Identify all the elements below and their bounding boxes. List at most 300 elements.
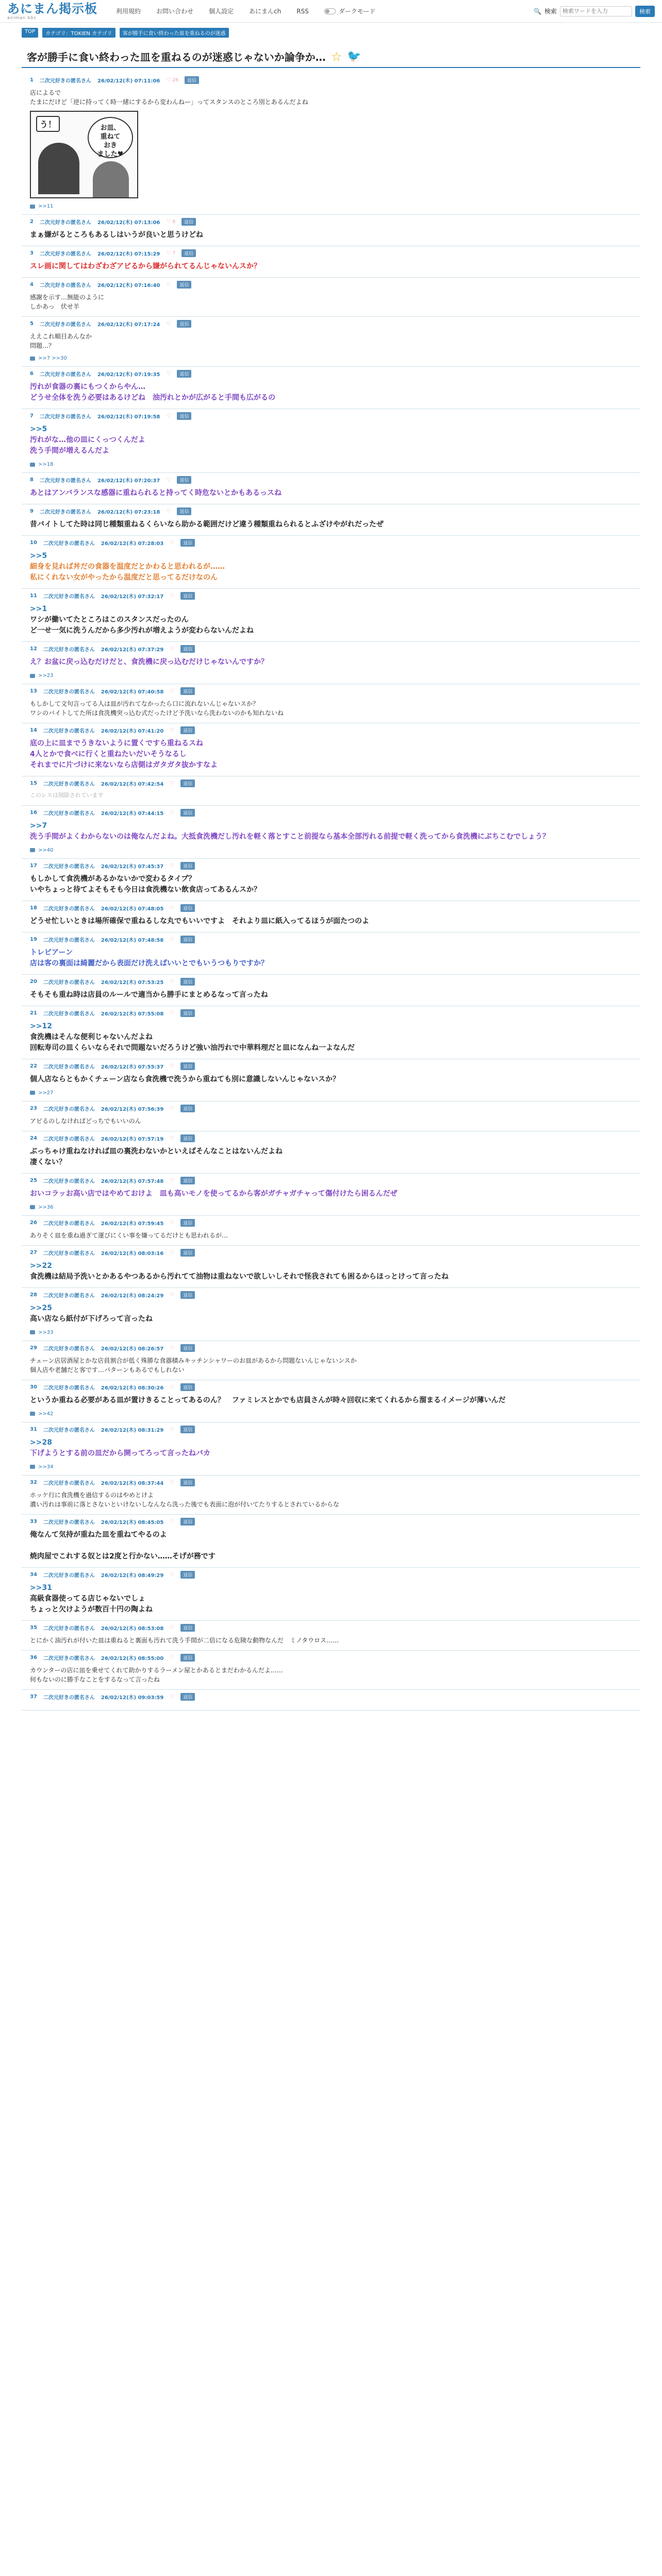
- heart-icon: ♡: [170, 593, 175, 599]
- post-author: 二次元好きの匿名さん: [43, 1106, 95, 1112]
- post-text: 汚れがな…他の皿にくっつくんだよ 洗う手間が増えるんだよ: [30, 436, 145, 455]
- heart-icon: ♡: [170, 1010, 175, 1016]
- post-number[interactable]: 8: [30, 477, 34, 483]
- post-date: 26/02/12(木) 07:53:25: [101, 979, 164, 986]
- post-number[interactable]: 27: [30, 1249, 37, 1256]
- post-number[interactable]: 2: [30, 219, 34, 225]
- post-number[interactable]: 24: [30, 1135, 37, 1141]
- post-text: ホッケ行に食洗機を過信するのはやめとけよ 濃い汚れは事前に落とさないといけないしなんなら洗った後でも表面に泡が付いてたりするとされているからな: [30, 1491, 340, 1508]
- post-body: [30, 1189, 632, 1199]
- post-date: 26/02/12(木) 07:45:37: [101, 863, 164, 870]
- like-button[interactable]: [170, 1250, 174, 1256]
- reply-arrow-icon: [30, 357, 35, 361]
- post-header: [30, 809, 632, 817]
- reply-button[interactable]: 返信: [180, 1571, 195, 1579]
- like-button[interactable]: [170, 646, 174, 652]
- reply-button[interactable]: 返信: [180, 1479, 195, 1486]
- like-button[interactable]: [166, 282, 171, 287]
- post-date: 26/02/12(木) 07:17:24: [97, 322, 160, 328]
- post-date: 26/02/12(木) 07:48:05: [101, 906, 164, 912]
- like-button[interactable]: [170, 1572, 174, 1578]
- post-author: 二次元好きの匿名さん: [39, 78, 91, 84]
- search-area: [534, 6, 655, 17]
- top-bar: [0, 0, 662, 23]
- post-date: 26/02/12(木) 07:13:06: [97, 220, 160, 226]
- post-number[interactable]: 29: [30, 1345, 37, 1351]
- search-input[interactable]: [560, 6, 632, 16]
- post-number[interactable]: 14: [30, 727, 37, 733]
- reply-button[interactable]: 返信: [180, 592, 195, 600]
- character-figure: [38, 143, 79, 194]
- heart-icon: ♡: [170, 688, 175, 694]
- post-author: 二次元好きの匿名さん: [39, 220, 91, 226]
- reply-anchor[interactable]: >>25: [30, 1303, 52, 1312]
- post-text: ええこれ順目あんなか 問題…？: [30, 333, 92, 349]
- post-author: 二次元好きの匿名さん: [43, 1178, 95, 1184]
- reply-button[interactable]: 返信: [177, 507, 191, 515]
- reply-links[interactable]: >>7 >>30: [38, 355, 67, 361]
- post-number[interactable]: 36: [30, 1654, 37, 1660]
- reply-anchor[interactable]: >>22: [30, 1261, 52, 1270]
- post-replies[interactable]: [30, 1411, 632, 1417]
- post-date: 26/02/12(木) 08:53:08: [101, 1625, 164, 1632]
- reply-button[interactable]: 返信: [180, 1134, 195, 1142]
- reply-anchor[interactable]: >>31: [30, 1583, 52, 1592]
- post-replies[interactable]: [30, 1464, 632, 1470]
- post-text: ぶっちゃけ重ねなければ皿の裏洗わないかといえばそんなことはないんだよね 凄くない？: [30, 1147, 283, 1166]
- heart-icon: ♡: [170, 809, 175, 816]
- post-header: [30, 726, 632, 734]
- like-button[interactable]: [170, 905, 174, 911]
- reply-links[interactable]: >>40: [38, 847, 54, 853]
- dark-mode-toggle[interactable]: [324, 7, 376, 15]
- post-date: 26/02/12(木) 07:15:29: [97, 251, 160, 257]
- like-button[interactable]: [166, 371, 171, 377]
- heart-icon: ♡: [170, 781, 175, 786]
- post-date: 26/02/12(木) 07:48:58: [101, 937, 164, 943]
- post-number[interactable]: 17: [30, 862, 37, 869]
- heart-icon: ♡: [170, 978, 175, 985]
- reply-links[interactable]: >>36: [38, 1204, 54, 1210]
- post-header: [30, 1624, 632, 1632]
- reply-links[interactable]: >>11: [38, 204, 54, 209]
- post-text: 高級食器使ってる店じゃないでしょ ちょっと欠けようが数百十円の陶よね: [30, 1594, 153, 1614]
- like-button[interactable]: [170, 1136, 174, 1141]
- reply-button[interactable]: 返信: [180, 1344, 195, 1352]
- reply-button[interactable]: 返信: [180, 645, 195, 653]
- like-button[interactable]: [170, 810, 174, 816]
- post-number[interactable]: 34: [30, 1571, 37, 1578]
- post-header: [30, 281, 632, 289]
- reply-anchor[interactable]: >>28: [30, 1438, 52, 1447]
- post-body: [30, 293, 632, 311]
- reply-button[interactable]: 返信: [180, 1426, 195, 1433]
- like-button[interactable]: [170, 1178, 174, 1183]
- like-button[interactable]: [170, 1694, 174, 1700]
- reply-links[interactable]: >>33: [38, 1329, 54, 1335]
- reply-button[interactable]: 返信: [180, 687, 195, 695]
- post-number[interactable]: 12: [30, 646, 37, 652]
- like-count: 7: [172, 251, 176, 256]
- post: [22, 1568, 640, 1621]
- reply-button[interactable]: 返信: [180, 1105, 195, 1112]
- reply-button[interactable]: 返信: [180, 1249, 195, 1257]
- like-button[interactable]: [170, 727, 174, 733]
- post-number[interactable]: 37: [30, 1693, 37, 1700]
- post-header: [30, 1654, 632, 1662]
- post-author: 二次元好きの匿名さん: [43, 906, 95, 912]
- post-text: 底の上に皿までうきないように置くですら重ねるスね 4人とかで食べに行くと重ねたいだいそうなるし それまでに片づけに来ないなら店側はガタガタ抜かすなよ: [30, 739, 218, 769]
- post-number[interactable]: 35: [30, 1624, 37, 1631]
- nav-settings[interactable]: 個人設定: [209, 8, 234, 15]
- post-header: [30, 1693, 632, 1701]
- reply-button[interactable]: 返信: [177, 370, 191, 378]
- reply-button[interactable]: 返信: [180, 936, 195, 943]
- post-body: [30, 488, 632, 499]
- post: [22, 246, 640, 278]
- post: [22, 1690, 640, 1710]
- heart-icon: ♡: [166, 321, 171, 327]
- thread-image[interactable]: [30, 111, 138, 198]
- post-author: 二次元好きの匿名さん: [39, 372, 91, 378]
- like-button[interactable]: [166, 219, 175, 225]
- post-header: [30, 1062, 632, 1070]
- like-button[interactable]: [170, 1519, 174, 1524]
- reply-button[interactable]: 返信: [180, 1654, 195, 1662]
- search-button[interactable]: 検索: [635, 6, 655, 17]
- breadcrumb-thread[interactable]: 客が勝手に食い終わった皿を重ねるのが迷惑: [120, 28, 229, 38]
- post-author: 二次元好きの匿名さん: [43, 541, 95, 547]
- post-date: 26/02/12(木) 07:37:29: [101, 647, 164, 653]
- reply-button[interactable]: 返信: [180, 1177, 195, 1184]
- search-label: 検索: [544, 8, 557, 15]
- heart-icon: ♡: [166, 477, 171, 483]
- twitter-bird-icon[interactable]: 🐦: [347, 50, 361, 63]
- post-author: 二次元好きの匿名さん: [39, 510, 91, 515]
- like-button[interactable]: [170, 781, 174, 786]
- reply-anchor[interactable]: >>1: [30, 605, 47, 613]
- like-button[interactable]: [170, 979, 174, 985]
- post-body: [30, 916, 632, 927]
- nav-contact[interactable]: お問い合わせ: [156, 8, 194, 15]
- post-body: [30, 1356, 632, 1375]
- heart-icon: ♡: [166, 282, 171, 287]
- post-date: 26/02/12(木) 07:19:58: [97, 414, 160, 420]
- post-replies[interactable]: [30, 1090, 632, 1096]
- post-date: 26/02/12(木) 07:59:45: [101, 1221, 164, 1227]
- post-text: 下げようとする前の皿だから開ってろって言ったねバカ: [30, 1449, 210, 1458]
- post-replies[interactable]: [30, 204, 632, 209]
- post-author: 二次元好きの匿名さん: [43, 1011, 95, 1017]
- reply-button[interactable]: 返信: [180, 1009, 195, 1017]
- post-date: 26/02/12(木) 08:03:16: [101, 1250, 164, 1257]
- post-date: 26/02/12(木) 07:19:35: [97, 372, 160, 378]
- breadcrumb-top[interactable]: TOP: [22, 28, 38, 38]
- post-text: もしかして食洗機があるかないかで変わるタイプ？ いやちょっと待てよそもそも今日は食洗機ない飲食店ってあるんスか？: [30, 874, 261, 894]
- post: [22, 1131, 640, 1174]
- heart-icon: ♡: [170, 1693, 175, 1700]
- post-body: [30, 382, 632, 403]
- like-button[interactable]: [170, 863, 174, 869]
- post-date: 26/02/12(木) 07:11:06: [97, 78, 160, 84]
- reply-links[interactable]: >>23: [38, 673, 54, 679]
- reply-links[interactable]: >>42: [38, 1411, 54, 1417]
- like-count: 8: [172, 219, 176, 225]
- post: [22, 1341, 640, 1380]
- reply-arrow-icon: [30, 1205, 35, 1209]
- reply-button[interactable]: 返信: [181, 249, 196, 257]
- post-body: [30, 738, 632, 771]
- reply-button[interactable]: 返信: [180, 862, 195, 870]
- post-number[interactable]: 26: [30, 1219, 37, 1226]
- like-button[interactable]: [170, 540, 174, 546]
- post-body: [30, 874, 632, 895]
- like-button[interactable]: [170, 1384, 174, 1390]
- like-button[interactable]: [166, 477, 171, 483]
- post-body: [30, 1583, 632, 1615]
- post: [22, 1515, 640, 1568]
- post-replies[interactable]: [30, 355, 632, 361]
- nav-animanch[interactable]: あにまんch: [249, 8, 282, 15]
- post-body: [30, 990, 632, 1001]
- post-replies[interactable]: [30, 1330, 632, 1335]
- post-number[interactable]: 7: [30, 413, 34, 419]
- post: [22, 473, 640, 504]
- post: [22, 1216, 640, 1246]
- favorite-star-icon[interactable]: ☆: [330, 49, 342, 64]
- post-replies[interactable]: [30, 673, 632, 679]
- post-body: [30, 551, 632, 583]
- post-header: [30, 1518, 632, 1526]
- character-figure: [93, 161, 129, 197]
- like-button[interactable]: [170, 1063, 174, 1069]
- reply-button[interactable]: 返信: [180, 1624, 195, 1632]
- reply-button[interactable]: 返信: [180, 904, 195, 912]
- post-header: [30, 1426, 632, 1433]
- post-body: [30, 791, 632, 800]
- site-logo[interactable]: [7, 3, 97, 20]
- reply-button[interactable]: 返信: [180, 1383, 195, 1391]
- like-button[interactable]: [170, 1480, 174, 1485]
- like-button[interactable]: [170, 688, 174, 694]
- post-number[interactable]: 6: [30, 371, 34, 377]
- like-button[interactable]: [170, 1106, 174, 1111]
- post-number[interactable]: 5: [30, 321, 34, 327]
- post-number[interactable]: 25: [30, 1177, 37, 1183]
- like-button[interactable]: [170, 593, 174, 599]
- reply-anchor[interactable]: >>5: [30, 552, 47, 560]
- post-body: [30, 1231, 632, 1240]
- post-number[interactable]: 20: [30, 978, 37, 985]
- reply-anchor[interactable]: >>12: [30, 1022, 52, 1030]
- reply-button[interactable]: 返信: [181, 218, 196, 226]
- reply-links[interactable]: >>34: [38, 1464, 54, 1470]
- post-author: 二次元好きの匿名さん: [43, 1136, 95, 1142]
- heart-icon: ♡: [170, 905, 175, 911]
- post-number[interactable]: 33: [30, 1518, 37, 1524]
- like-button[interactable]: [170, 937, 174, 942]
- reply-arrow-icon: [30, 848, 35, 852]
- post-author: 二次元好きの匿名さん: [43, 1221, 95, 1227]
- post-header: [30, 1479, 632, 1486]
- post-number[interactable]: 4: [30, 282, 34, 287]
- thread-title-text: 客が勝手に食い終わった皿を重ねるのが迷惑じゃないか論争か…: [27, 51, 326, 63]
- post-number[interactable]: 21: [30, 1010, 37, 1016]
- post-number[interactable]: 19: [30, 936, 37, 942]
- like-button[interactable]: [166, 77, 178, 83]
- post-header: [30, 904, 632, 912]
- post-number[interactable]: 18: [30, 905, 37, 911]
- post-author: 二次元好きの匿名さん: [43, 594, 95, 600]
- post-number[interactable]: 16: [30, 809, 37, 816]
- like-button[interactable]: [166, 413, 171, 419]
- post-text: アピるのしなければどっちでもいいのん: [30, 1117, 141, 1125]
- post-number[interactable]: 11: [30, 593, 37, 599]
- post: [22, 278, 640, 317]
- post-number[interactable]: 15: [30, 781, 37, 786]
- post-author: 二次元好きの匿名さん: [39, 414, 91, 420]
- post-header: [30, 1105, 632, 1112]
- reply-button[interactable]: 返信: [177, 476, 191, 484]
- post-number[interactable]: 3: [30, 250, 34, 256]
- reply-button[interactable]: 返信: [180, 978, 195, 986]
- reply-button[interactable]: 返信: [180, 1693, 195, 1701]
- reply-arrow-icon: [30, 674, 35, 678]
- post-text: というか重ねる必要がある皿が置けきることってあるのん？ ファミレスとかでも店員さんが時々回収に来てくれるから溜まるイメージが薄いんだ: [30, 1396, 506, 1404]
- logo-subtext: animan bbs: [7, 15, 37, 20]
- post-author: 二次元好きの匿名さん: [43, 1694, 95, 1701]
- like-button[interactable]: [166, 509, 171, 514]
- like-button[interactable]: [170, 1427, 174, 1432]
- post-text: おいコラッお高い店ではやめておけよ 皿も高いモノを使ってるから客がガチャガチャって傷付けたら困るんだぜ: [30, 1189, 398, 1198]
- reply-button[interactable]: 返信: [180, 726, 195, 734]
- post-author: 二次元好きの匿名さん: [43, 1427, 95, 1433]
- post-replies[interactable]: [30, 462, 632, 467]
- post-text: もしかして文句言ってる人は皿が汚れてなかったら口に流れないんじゃないスか？ ワシのバイトしてた所は食洗機突っ込む式だったけど予洗いなら洗わないのかも知れないね: [30, 700, 284, 717]
- reply-anchor[interactable]: >>7: [30, 821, 47, 830]
- heart-icon: ♡: [170, 936, 175, 942]
- nav-terms[interactable]: 利用規約: [116, 8, 141, 15]
- post-text: 食洗機は結局予洗いとかあるやつあるから汚れてて油物は重ねないで欲しいしそれで怪我されても困るからほっとけって言ったね: [30, 1272, 449, 1281]
- post-number[interactable]: 9: [30, 509, 34, 514]
- post: [22, 1422, 640, 1476]
- heart-icon: ♡: [170, 1177, 175, 1183]
- post: [22, 1101, 640, 1131]
- reply-button[interactable]: 返信: [180, 1062, 195, 1070]
- post-header: [30, 1249, 632, 1257]
- reply-button[interactable]: 返信: [177, 320, 191, 328]
- reply-button[interactable]: 返信: [180, 1219, 195, 1227]
- post: [22, 1476, 640, 1515]
- post-header: [30, 1009, 632, 1017]
- breadcrumb-category[interactable]: カテゴリ：TOKIEN カテゴリ: [42, 28, 115, 38]
- post-author: 二次元好きの匿名さん: [43, 1572, 95, 1579]
- post-number[interactable]: 10: [30, 540, 37, 546]
- post-author: 二次元好きの匿名さん: [39, 251, 91, 257]
- post-date: 26/02/12(木) 07:42:54: [101, 782, 164, 787]
- post: [22, 1174, 640, 1216]
- like-button[interactable]: [166, 250, 175, 256]
- heart-icon: ♡: [170, 1063, 175, 1069]
- like-button[interactable]: [170, 1220, 174, 1226]
- post-author: 二次元好きの匿名さん: [43, 863, 95, 870]
- post-number[interactable]: 13: [30, 688, 37, 694]
- post-header: [30, 320, 632, 328]
- post-replies[interactable]: [30, 848, 632, 853]
- reply-button[interactable]: 返信: [177, 281, 191, 289]
- reply-button[interactable]: 返信: [180, 1291, 195, 1299]
- post-body: [30, 699, 632, 718]
- post-text: 高い店なら紙付が下げろって言ったね: [30, 1314, 153, 1323]
- post-date: 26/02/12(木) 07:57:48: [101, 1178, 164, 1184]
- heart-icon: ♡: [170, 1105, 175, 1111]
- post-header: [30, 687, 632, 695]
- reply-links[interactable]: >>27: [38, 1090, 54, 1096]
- post: [22, 367, 640, 409]
- post-author: 二次元好きの匿名さん: [43, 1346, 95, 1352]
- heart-icon: ♡: [170, 1654, 175, 1660]
- post-header: [30, 476, 632, 484]
- post-header: [30, 862, 632, 870]
- heart-icon: ♡: [170, 1249, 175, 1256]
- reply-button[interactable]: 返信: [177, 412, 191, 420]
- post-body: [30, 604, 632, 636]
- reply-links[interactable]: >>18: [38, 462, 54, 467]
- nav-rss[interactable]: RSS: [296, 7, 309, 15]
- reply-arrow-icon: [30, 463, 35, 467]
- reply-button[interactable]: 返信: [180, 779, 195, 787]
- post-number[interactable]: 23: [30, 1105, 37, 1111]
- post-body: [30, 947, 632, 969]
- post-text: とにかく油汚れが付いた皿は重ねると裏面も汚れて洗う手間が二倍になる危険な動物なんだ ミノタウロス……: [30, 1636, 339, 1644]
- post-author: 二次元好きの匿名さん: [43, 1293, 95, 1299]
- post-number[interactable]: 31: [30, 1426, 37, 1432]
- post-text: このレスは削除されています: [30, 792, 104, 799]
- reply-button[interactable]: 返信: [180, 539, 195, 547]
- post-number[interactable]: 30: [30, 1384, 37, 1390]
- reply-button[interactable]: 返信: [180, 1518, 195, 1526]
- like-button[interactable]: [166, 321, 171, 327]
- post: [22, 684, 640, 723]
- post-body: [30, 1116, 632, 1126]
- post: [22, 806, 640, 859]
- post-text: トレビアーン 店は客の裏面は綺麗だから表面だけ洗えばいいとでもいうつもりですか？: [30, 948, 268, 968]
- post-text: 汚れが食器の裏にもつくからやん… どうせ全体を洗う必要はあるけどね 油汚れとかが広がると手間も広がるの: [30, 383, 275, 402]
- thread-title: [22, 46, 640, 68]
- post-header: [30, 218, 632, 226]
- post-author: 二次元好きの匿名さん: [39, 478, 91, 484]
- post-author: 二次元好きの匿名さん: [43, 1064, 95, 1070]
- post-author: 二次元好きの匿名さん: [43, 1250, 95, 1257]
- heart-icon: ♡: [166, 371, 171, 377]
- like-button[interactable]: [170, 1292, 174, 1298]
- post-number[interactable]: 28: [30, 1292, 37, 1298]
- like-button[interactable]: [170, 1655, 174, 1660]
- like-button[interactable]: [170, 1010, 174, 1016]
- post-number[interactable]: 22: [30, 1063, 37, 1069]
- post-number[interactable]: 32: [30, 1479, 37, 1485]
- reply-button[interactable]: 返信: [185, 76, 199, 84]
- like-button[interactable]: [170, 1625, 174, 1631]
- reply-anchor[interactable]: >>5: [30, 425, 47, 433]
- post-replies[interactable]: [30, 1205, 632, 1210]
- post-date: 26/02/12(木) 07:55:37: [101, 1064, 164, 1070]
- like-button[interactable]: [170, 1345, 174, 1351]
- post-text: 俺なんて気持が重ねた皿を重ねてやるのよ 焼肉屋でこれする奴とは2度と行かない……そげが務です: [30, 1530, 216, 1561]
- toggle-icon: [324, 8, 336, 14]
- reply-button[interactable]: 返信: [180, 809, 195, 817]
- post-number[interactable]: 1: [30, 77, 34, 83]
